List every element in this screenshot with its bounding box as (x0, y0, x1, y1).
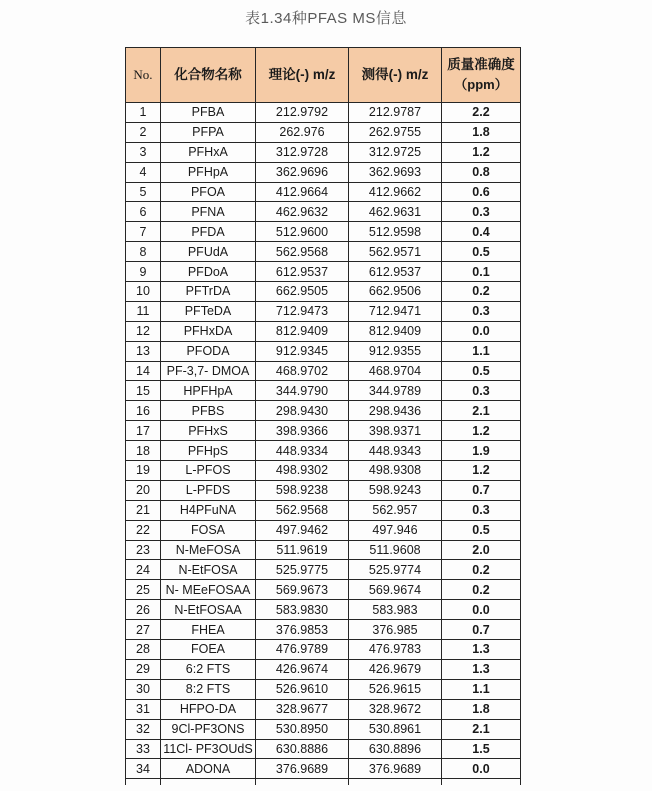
cell-measured: 376.9689 (349, 759, 442, 779)
table-row (126, 600, 521, 620)
cell-no: 10 (126, 282, 161, 302)
cell-name: HPFHpA (161, 381, 256, 401)
cell-name: PFUdA (161, 242, 256, 262)
cell-name: 6:2 FTS (161, 659, 256, 679)
cell-measured: 583.983 (349, 600, 442, 620)
cell-name: PFOA (161, 182, 256, 202)
table-row (126, 361, 521, 381)
table-row (126, 321, 521, 341)
table-row (126, 739, 521, 759)
cell-measured: 412.9662 (349, 182, 442, 202)
table-row (126, 480, 521, 500)
cell-no: 32 (126, 719, 161, 739)
cell-no: 13 (126, 341, 161, 361)
table-row (126, 381, 521, 401)
cell-name: PFTeDA (161, 301, 256, 321)
cell-name: L-PFOS (161, 461, 256, 481)
cell-no: 4 (126, 162, 161, 182)
cell-theoretical: 630.8886 (256, 739, 349, 759)
table-row (126, 679, 521, 699)
cell-no: 11 (126, 301, 161, 321)
cell-theoretical: 525.9775 (256, 560, 349, 580)
cell-name: PFHxS (161, 421, 256, 441)
cell-name: PFHxDA (161, 321, 256, 341)
cell-theoretical: 598.9238 (256, 480, 349, 500)
cell-name: PFBA (161, 103, 256, 123)
cell-theoretical: 362.9696 (256, 162, 349, 182)
cell-measured: 448.9343 (349, 441, 442, 461)
table-row (126, 719, 521, 739)
cell-measured: 398.9371 (349, 421, 442, 441)
cell-theoretical: 376.9853 (256, 620, 349, 640)
cell-name: PFHpS (161, 441, 256, 461)
cell-no: 24 (126, 560, 161, 580)
cell-no: 30 (126, 679, 161, 699)
table-row (126, 202, 521, 222)
cell-no: 12 (126, 321, 161, 341)
cell-theoretical: 812.9409 (256, 321, 349, 341)
cell-theoretical: 612.9537 (256, 262, 349, 282)
cell-measured: 512.9598 (349, 222, 442, 242)
cell-theoretical: 476.9789 (256, 640, 349, 660)
table-bottom-stubs (126, 779, 521, 786)
cell-ppm: 0.2 (442, 580, 521, 600)
cell-theoretical: 344.9790 (256, 381, 349, 401)
table-row (126, 520, 521, 540)
table-row (126, 401, 521, 421)
table-row (126, 103, 521, 123)
cell-measured: 468.9704 (349, 361, 442, 381)
cell-name: FHEA (161, 620, 256, 640)
cell-name: ADONA (161, 759, 256, 779)
header-mass-accuracy-line1: 质量准确度 (447, 57, 515, 73)
table-header (126, 48, 521, 103)
cell-ppm: 1.3 (442, 659, 521, 679)
table-row (126, 262, 521, 282)
cell-theoretical: 712.9473 (256, 301, 349, 321)
cell-ppm: 1.1 (442, 679, 521, 699)
cell-ppm: 0.4 (442, 222, 521, 242)
header-theoretical-mz: 理论(-) m/z (256, 48, 349, 103)
cell-ppm: 0.5 (442, 361, 521, 381)
cell-ppm: 0.3 (442, 381, 521, 401)
cell-name: PFODA (161, 341, 256, 361)
table-row (126, 301, 521, 321)
cell-measured: 262.9755 (349, 122, 442, 142)
cell-measured: 630.8896 (349, 739, 442, 759)
cell-ppm: 0.3 (442, 301, 521, 321)
cell-no: 1 (126, 103, 161, 123)
cell-name: FOEA (161, 640, 256, 660)
cell-no: 7 (126, 222, 161, 242)
cell-ppm: 0.8 (442, 162, 521, 182)
cell-no: 31 (126, 699, 161, 719)
table-row (126, 162, 521, 182)
cell-measured: 498.9308 (349, 461, 442, 481)
cell-ppm: 1.3 (442, 640, 521, 660)
cell-no: 14 (126, 361, 161, 381)
cell-measured: 344.9789 (349, 381, 442, 401)
cell-ppm: 0.7 (442, 620, 521, 640)
cell-theoretical: 662.9505 (256, 282, 349, 302)
table-row (126, 282, 521, 302)
cell-no: 23 (126, 540, 161, 560)
cell-measured: 328.9672 (349, 699, 442, 719)
table-row (126, 580, 521, 600)
cell-theoretical: 412.9664 (256, 182, 349, 202)
cell-name: L-PFDS (161, 480, 256, 500)
cell-no: 34 (126, 759, 161, 779)
cell-measured: 662.9506 (349, 282, 442, 302)
cell-name: FOSA (161, 520, 256, 540)
cell-ppm: 1.2 (442, 421, 521, 441)
cell-name: N- MEeFOSAA (161, 580, 256, 600)
cell-measured: 912.9355 (349, 341, 442, 361)
cell-theoretical: 426.9674 (256, 659, 349, 679)
cell-name: PFPA (161, 122, 256, 142)
table-row (126, 341, 521, 361)
cell-name: N-EtFOSA (161, 560, 256, 580)
cell-measured: 812.9409 (349, 321, 442, 341)
cell-theoretical: 583.9830 (256, 600, 349, 620)
table-body (126, 103, 521, 779)
cell-no: 26 (126, 600, 161, 620)
header-mass-accuracy (442, 48, 521, 103)
cell-no: 5 (126, 182, 161, 202)
cell-theoretical: 212.9792 (256, 103, 349, 123)
cell-measured: 212.9787 (349, 103, 442, 123)
table-row (126, 182, 521, 202)
cell-theoretical: 530.8950 (256, 719, 349, 739)
cell-ppm: 1.9 (442, 441, 521, 461)
cell-measured: 530.8961 (349, 719, 442, 739)
cell-theoretical: 512.9600 (256, 222, 349, 242)
cell-theoretical: 498.9302 (256, 461, 349, 481)
header-measured-mz: 测得(-) m/z (349, 48, 442, 103)
table-row (126, 461, 521, 481)
cell-name: H4PFuNA (161, 500, 256, 520)
cell-no: 29 (126, 659, 161, 679)
table-row (126, 640, 521, 660)
cell-no: 3 (126, 142, 161, 162)
cell-ppm: 0.1 (442, 262, 521, 282)
cell-name: 11Cl- PF3OUdS (161, 739, 256, 759)
cell-no: 9 (126, 262, 161, 282)
cell-ppm: 1.8 (442, 122, 521, 142)
cell-measured: 362.9693 (349, 162, 442, 182)
cell-name: PFHpA (161, 162, 256, 182)
cell-no: 27 (126, 620, 161, 640)
cell-no: 20 (126, 480, 161, 500)
cell-ppm: 1.1 (442, 341, 521, 361)
cell-name: HFPO-DA (161, 699, 256, 719)
cell-measured: 312.9725 (349, 142, 442, 162)
cell-no: 19 (126, 461, 161, 481)
cell-theoretical: 526.9610 (256, 679, 349, 699)
cell-ppm: 2.0 (442, 540, 521, 560)
cell-ppm: 0.5 (442, 520, 521, 540)
cell-name: PFHxA (161, 142, 256, 162)
cell-theoretical: 312.9728 (256, 142, 349, 162)
cell-no: 21 (126, 500, 161, 520)
cell-measured: 612.9537 (349, 262, 442, 282)
table-row (126, 122, 521, 142)
cell-no: 25 (126, 580, 161, 600)
cell-no: 18 (126, 441, 161, 461)
header-compound-name: 化合物名称 (161, 48, 256, 103)
cell-no: 17 (126, 421, 161, 441)
stub-row (126, 779, 521, 786)
cell-theoretical: 511.9619 (256, 540, 349, 560)
cell-measured: 462.9631 (349, 202, 442, 222)
cell-ppm: 0.7 (442, 480, 521, 500)
cell-no: 33 (126, 739, 161, 759)
cell-measured: 298.9436 (349, 401, 442, 421)
table-row (126, 540, 521, 560)
table-row (126, 620, 521, 640)
cell-ppm: 0.2 (442, 560, 521, 580)
cell-theoretical: 448.9334 (256, 441, 349, 461)
table-row (126, 421, 521, 441)
page-title: 表1.34种PFAS MS信息 (245, 10, 407, 27)
cell-ppm: 2.2 (442, 103, 521, 123)
cell-ppm: 0.0 (442, 600, 521, 620)
cell-no: 22 (126, 520, 161, 540)
cell-measured: 562.957 (349, 500, 442, 520)
cell-ppm: 1.8 (442, 699, 521, 719)
cell-measured: 511.9608 (349, 540, 442, 560)
table-row (126, 142, 521, 162)
cell-name: N-EtFOSAA (161, 600, 256, 620)
table-row (126, 222, 521, 242)
cell-name: 9Cl-PF3ONS (161, 719, 256, 739)
cell-no: 15 (126, 381, 161, 401)
cell-ppm: 2.1 (442, 719, 521, 739)
table-row (126, 699, 521, 719)
cell-ppm: 0.3 (442, 202, 521, 222)
cell-name: PFDoA (161, 262, 256, 282)
cell-theoretical: 462.9632 (256, 202, 349, 222)
table-row (126, 659, 521, 679)
cell-ppm: 0.0 (442, 321, 521, 341)
cell-name: PFDA (161, 222, 256, 242)
cell-no: 2 (126, 122, 161, 142)
header-no: No. (126, 48, 161, 103)
cell-measured: 569.9674 (349, 580, 442, 600)
table-row (126, 560, 521, 580)
cell-measured: 426.9679 (349, 659, 442, 679)
cell-measured: 712.9471 (349, 301, 442, 321)
cell-no: 6 (126, 202, 161, 222)
cell-theoretical: 497.9462 (256, 520, 349, 540)
cell-name: PF-3,7- DMOA (161, 361, 256, 381)
table-row (126, 242, 521, 262)
cell-measured: 526.9615 (349, 679, 442, 699)
table-row (126, 759, 521, 779)
cell-theoretical: 298.9430 (256, 401, 349, 421)
cell-name: 8:2 FTS (161, 679, 256, 699)
cell-theoretical: 912.9345 (256, 341, 349, 361)
cell-ppm: 0.6 (442, 182, 521, 202)
cell-ppm: 2.1 (442, 401, 521, 421)
cell-measured: 562.9571 (349, 242, 442, 262)
cell-name: PFNA (161, 202, 256, 222)
table-row (126, 500, 521, 520)
cell-measured: 476.9783 (349, 640, 442, 660)
cell-theoretical: 562.9568 (256, 242, 349, 262)
cell-ppm: 0.5 (442, 242, 521, 262)
cell-theoretical: 468.9702 (256, 361, 349, 381)
header-row (126, 48, 521, 103)
cell-ppm: 0.2 (442, 282, 521, 302)
cell-name: N-MeFOSA (161, 540, 256, 560)
cell-no: 28 (126, 640, 161, 660)
cell-ppm: 0.0 (442, 759, 521, 779)
cell-ppm: 1.2 (442, 461, 521, 481)
cell-name: PFTrDA (161, 282, 256, 302)
cell-measured: 598.9243 (349, 480, 442, 500)
cell-theoretical: 376.9689 (256, 759, 349, 779)
cell-no: 16 (126, 401, 161, 421)
cell-theoretical: 562.9568 (256, 500, 349, 520)
cell-ppm: 1.5 (442, 739, 521, 759)
cell-theoretical: 569.9673 (256, 580, 349, 600)
cell-name: PFBS (161, 401, 256, 421)
cell-no: 8 (126, 242, 161, 262)
cell-theoretical: 328.9677 (256, 699, 349, 719)
cell-measured: 497.946 (349, 520, 442, 540)
cell-measured: 376.985 (349, 620, 442, 640)
header-mass-accuracy-line2: （ppm） (454, 76, 508, 92)
table-row (126, 441, 521, 461)
pfas-ms-table (125, 47, 521, 785)
cell-theoretical: 398.9366 (256, 421, 349, 441)
cell-ppm: 0.3 (442, 500, 521, 520)
cell-ppm: 1.2 (442, 142, 521, 162)
cell-theoretical: 262.976 (256, 122, 349, 142)
cell-measured: 525.9774 (349, 560, 442, 580)
